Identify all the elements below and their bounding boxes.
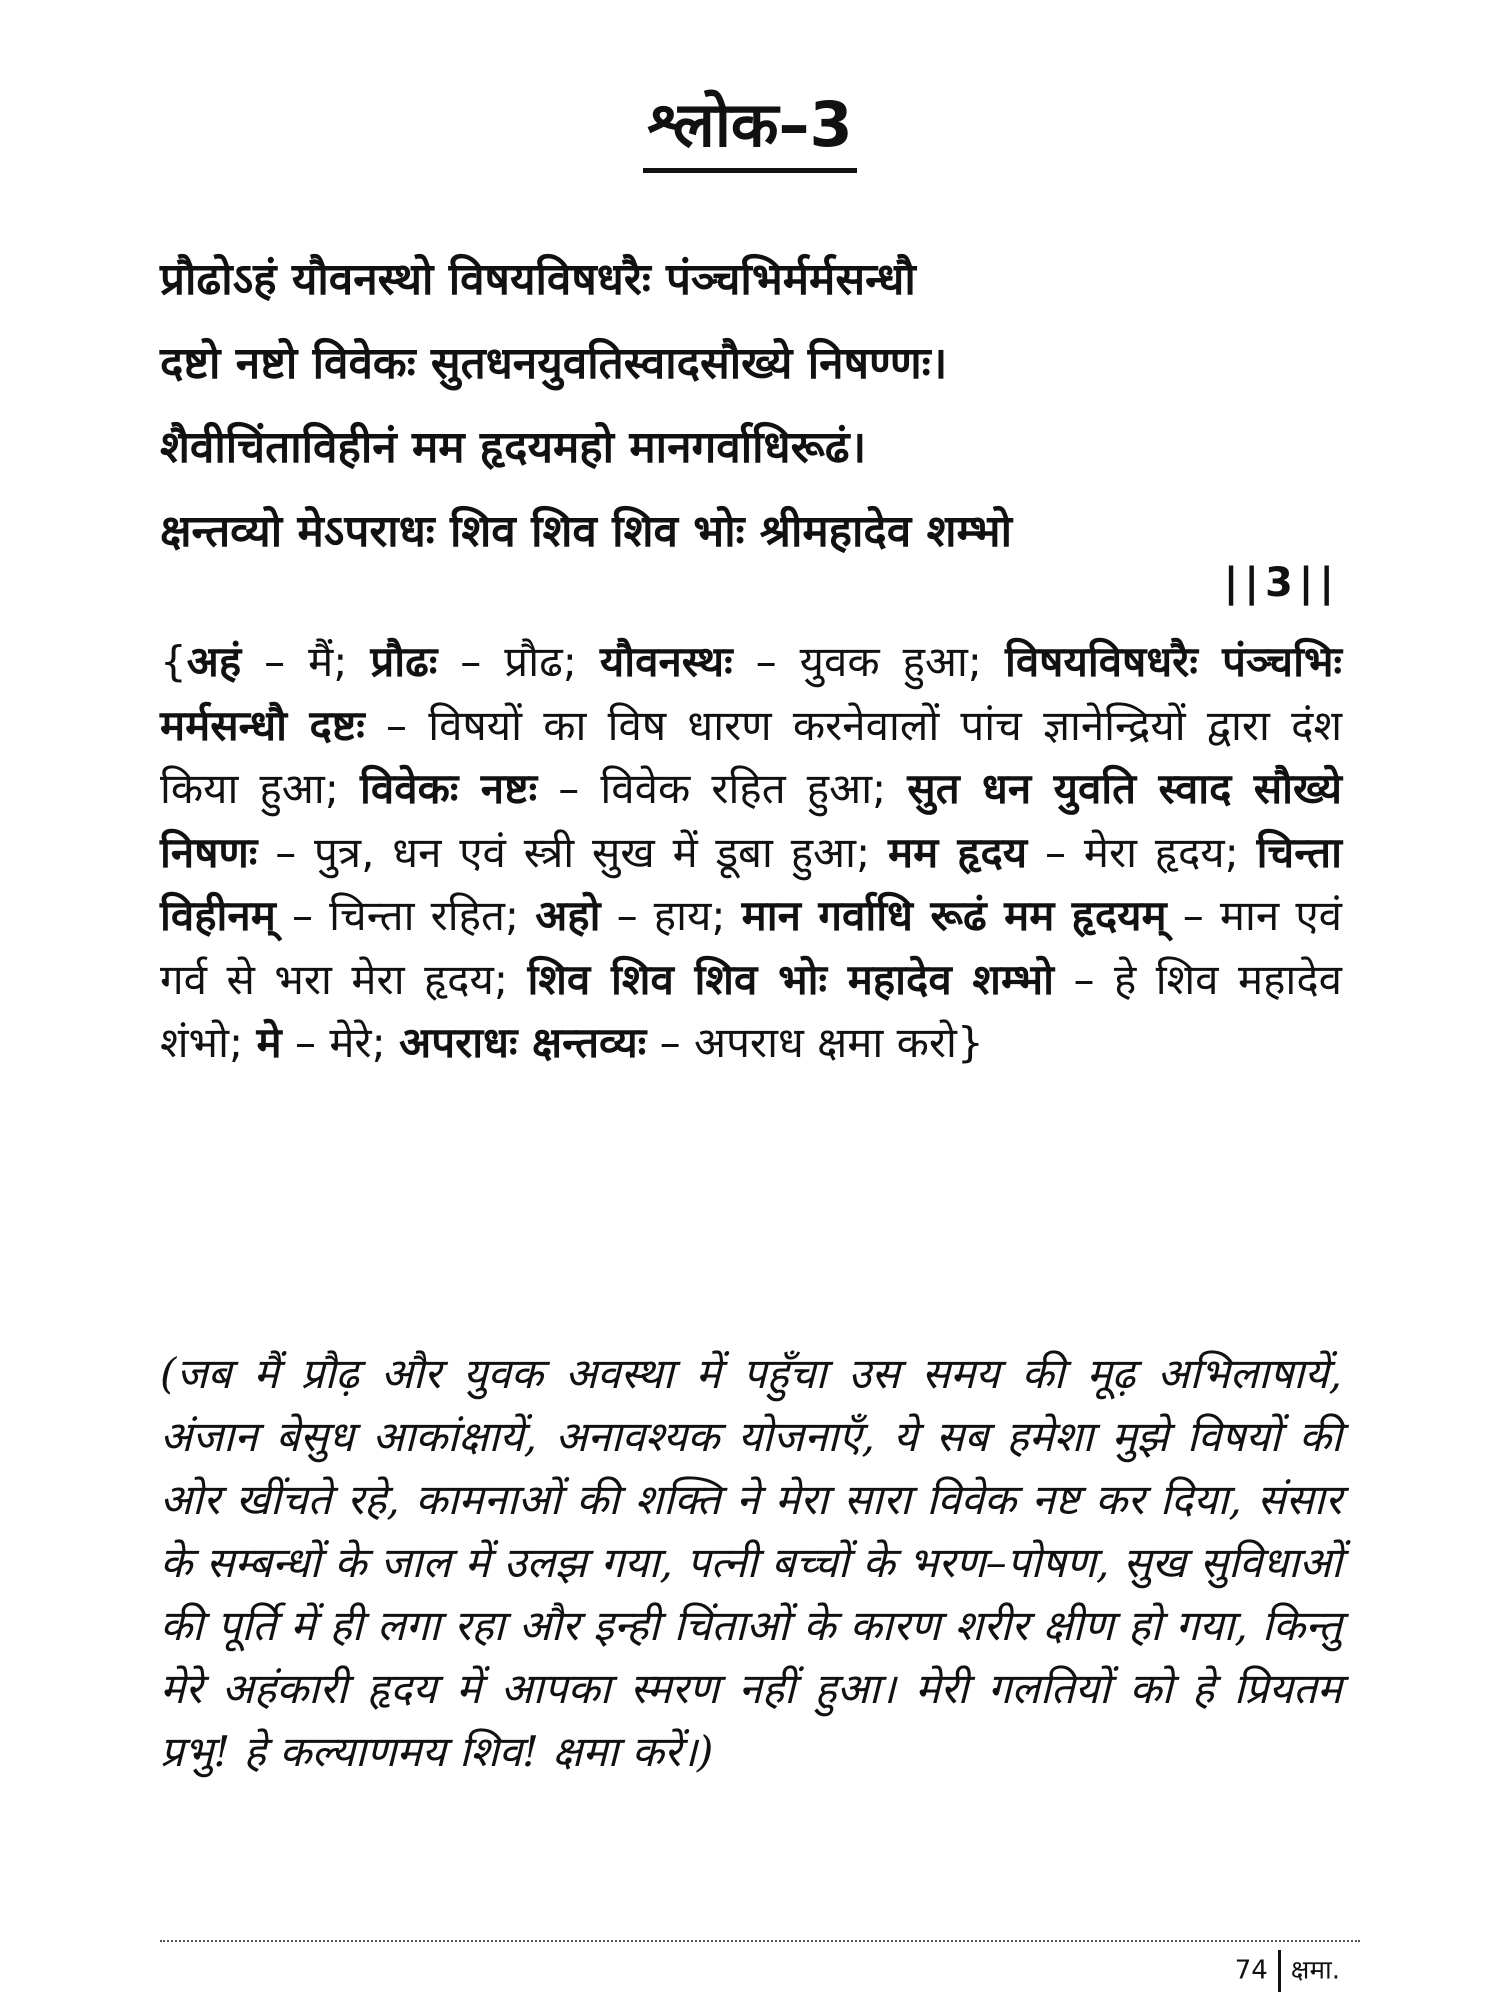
page-footer [1235, 1950, 1340, 1992]
gloss-term: मम हृदय [888, 827, 1028, 877]
gloss-open-brace: { [160, 637, 187, 686]
section-name: क्षमा. [1290, 1955, 1340, 1986]
gloss-meaning: – अपराध क्षमा करो [659, 1018, 957, 1067]
gloss-meaning: – हाय; [616, 891, 726, 940]
verse-number: ||3|| [1223, 560, 1340, 606]
gloss-meaning: – पुत्र, धन एवं स्त्री सुख में डूबा हुआ; [275, 827, 871, 877]
gloss-meaning: – विषयों का विष धारण करनेवालों पांच ज्ञानेन्द्रियों द्वारा दंश किया हुआ; [160, 700, 1343, 813]
gloss-term: अहो [535, 891, 601, 940]
gloss-meaning: – मेरे; [294, 1018, 386, 1067]
gloss-term: विषयविषधरैः पंञ्चभिः मर्मसन्धौ दष्टः [160, 637, 1342, 750]
gloss-meaning: – हे शिव महादेव शंभो; [160, 954, 1342, 1067]
gloss-meaning: – प्रौढ; [460, 637, 577, 686]
page-number: 74 [1234, 1955, 1268, 1986]
verse-line-4: क्षन्तव्यो मेऽपराधः शिव शिव शिव भोः श्रीमहादेव शम्भो [160, 506, 1013, 557]
gloss-term: शिव शिव शिव भोः महादेव शम्भो [527, 954, 1054, 1004]
gloss-close-brace: } [956, 1018, 984, 1067]
gloss-term: प्रौढः [370, 637, 438, 686]
page-title [0, 88, 1500, 173]
gloss-term: अहं [186, 637, 242, 686]
gloss-term: मे [256, 1018, 282, 1067]
gloss-meaning: – युवक हुआ; [755, 637, 982, 686]
gloss-meaning: – मेरा हृदय; [1044, 827, 1239, 877]
gloss-meaning: – मैं; [264, 637, 348, 686]
gloss-term: मान गर्वाधि रूढं मम हृदयम् [741, 891, 1167, 940]
gloss-meaning: – विवेक रहित हुआ; [558, 764, 887, 813]
gloss-term: सुत धन युवति स्वाद सौख्ये निषणः [160, 764, 1342, 877]
verse-line-3: शैवीचिंताविहीनं मम हृदयमहो मानगर्वाधिरूढं। [160, 422, 867, 473]
gloss-term: अपराधः क्षन्तव्यः [399, 1018, 647, 1067]
footer-divider [160, 1940, 1360, 1942]
gloss-meaning: – चिन्ता रहित; [292, 891, 520, 940]
page-title-text: श्लोक–3 [643, 88, 856, 173]
verse-line-2: दष्टो नष्टो विवेकः सुतधनयुवतिस्वादसौख्ये निषण्णः। [160, 338, 948, 389]
gloss-term: विवेकः नष्टः [360, 764, 538, 813]
gloss-term: चिन्ता विहीनम् [160, 827, 1342, 940]
verse-line-1: प्रौढोऽहं यौवनस्थो विषयविषधरैः पंञ्चभिर्मर्मसन्धौ [160, 254, 916, 305]
sanskrit-verse [160, 238, 1360, 574]
word-meanings [160, 630, 1342, 1075]
hindi-translation: (जब मैं प्रौढ़ और युवक अवस्था में पहुँचा उस समय की मूढ़ अभिलाषायें, अंजान बेसुध आकांक्षायें, अनावश्यक योजनाएँ, ये सब हमेशा मुझे विषयों की ओर खींचते रहे, कामनाओं की शक्ति ने मेरा सारा विवेक नष्ट कर दिया, संसार के सम्बन्धों के जाल में उलझ गया, पत्नी बच्चों के भरण–पोषण, सुख सुविधाओं की पूर्ति में ही लगा रहा और इन्ही चिंताओं के कारण शरीर क्षीण हो गया, किन्तु मेरे अहंकारी हृदय में आपका स्मरण नहीं हुआ। मेरी गलतियों को हे प्रियतम प्रभु! हे कल्याणमय शिव! क्षमा करें।) [160, 1349, 1342, 1776]
gloss-term: यौवनस्थः [599, 637, 733, 686]
gloss-meaning: – मान एवं गर्व से भरा मेरा हृदय; [160, 891, 1342, 1004]
footer-separator [1278, 1950, 1281, 1992]
